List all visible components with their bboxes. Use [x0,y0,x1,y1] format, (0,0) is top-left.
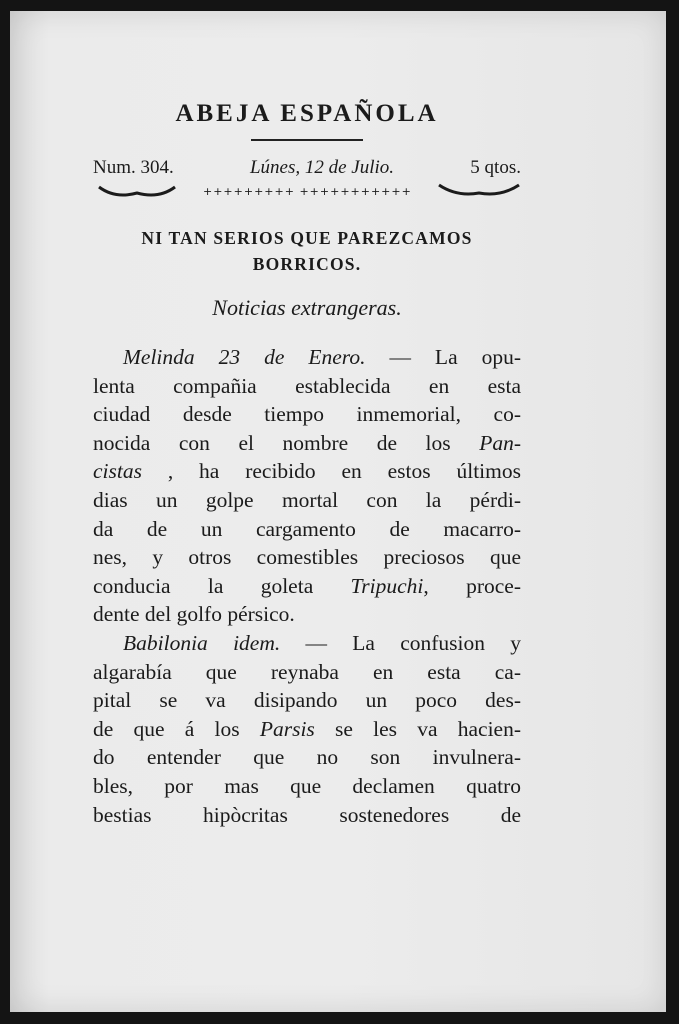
masthead-rule [251,139,363,141]
article1-text: , ha recibido en estos últimos [141,459,521,484]
section-title: Noticias extrangeras. [212,295,402,320]
article1-text: , proce- [423,573,521,598]
article1-line [93,429,521,458]
article2-line: do entender que no son invulnera- [93,745,521,770]
article2-text: se les va hacien- [314,716,521,741]
article2-line [93,715,521,744]
article2-line: bles, por mas que declamen quatro [93,773,521,798]
article1-line: nes, y otros comestibles preciosos que [93,545,521,570]
article1-dateline: Melinda 23 de Enero. [123,345,366,369]
article2-dateline: Babilonia idem. [123,630,281,655]
article1-text-italic: Tripuchi [350,573,424,598]
motto-line-1: NI TAN SERIOS QUE PAREZCAMOS [141,228,473,248]
article2-line: algarabía que reynaba en esta ca- [93,659,521,684]
ornament-row [93,181,521,203]
article1-text: conducia la goleta [93,573,351,598]
article2-line [93,629,521,658]
article-body [93,343,521,829]
article1-text-italic: Pan- [479,430,521,455]
article1-line [93,572,521,601]
issue-number: Num. 304. [93,157,174,178]
right-flourish-icon [437,181,521,201]
masthead-title: ABEJA ESPAÑOLA [175,100,439,127]
article1-line [93,343,521,372]
article2-text: de que á los [93,716,260,741]
article1-line: dias un golpe mortal con la pérdi- [93,487,521,512]
article1-text-italic: cistas [93,459,142,484]
motto-line-2: BORRICOS. [252,254,362,274]
article1-text: nocida con el nombre de los [93,430,480,455]
issue-price: 5 qtos. [470,157,521,178]
article2-text: — La confusion y [280,630,521,655]
article1-line: dente del golfo pérsico. [93,602,295,627]
article1-line: ciudad desde tiempo inmemorial, co- [93,402,521,427]
article2-line: bestias hipòcritas sostenedores de [93,802,521,827]
issue-line [93,157,521,179]
article1-text: — La opu- [365,345,521,369]
motto [93,225,521,277]
page-content [93,96,521,829]
article1-line: lenta compañia establecida en esta [93,373,521,398]
article2-text-italic: Parsis [259,716,315,741]
article1-line [93,457,521,486]
left-flourish-icon [97,181,177,201]
ornament-divider: +++++++++ +++++++++++ [203,185,412,198]
article1-line: da de un cargamento de macarro- [93,516,521,541]
article2-line: pital se va disipando un poco des- [93,688,521,713]
issue-date: Lúnes, 12 de Julio. [249,157,395,178]
